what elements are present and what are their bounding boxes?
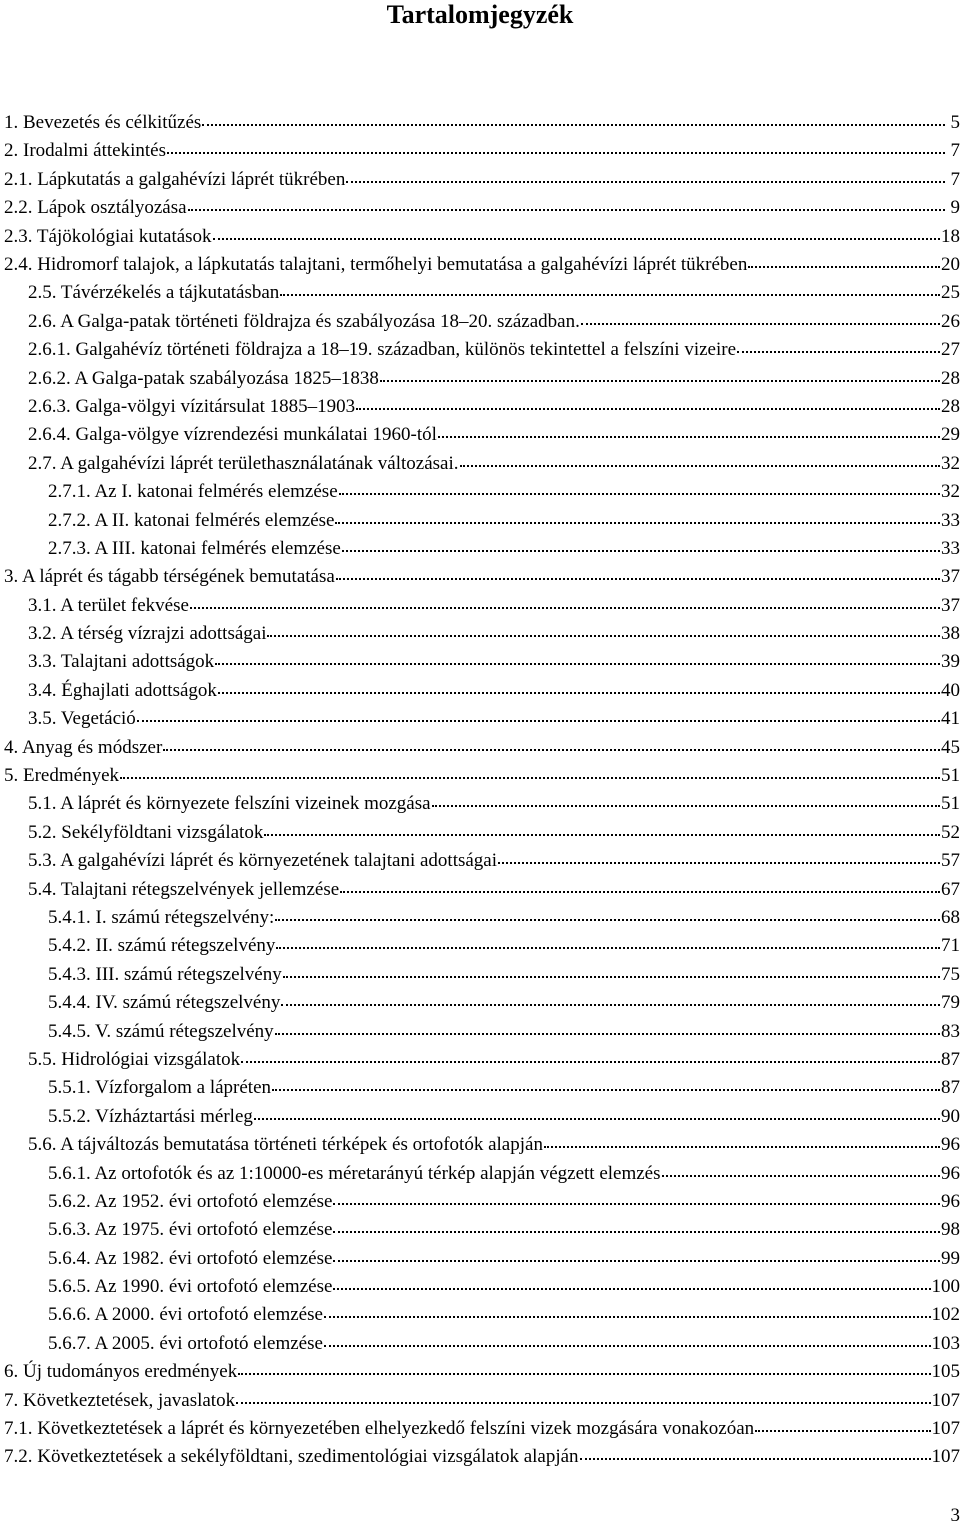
dot-leader [280, 276, 940, 296]
dot-leader [340, 873, 940, 893]
toc-entry-page: 20 [941, 254, 960, 275]
toc-entry[interactable] [0, 591, 960, 619]
toc-entry-label: 5.6.7. A 2005. évi ortofotó elemzése [48, 1332, 323, 1354]
toc-entry[interactable] [0, 903, 960, 931]
toc-entry-label: 5.6.2. Az 1952. évi ortofotó elemzése [48, 1190, 333, 1212]
dot-leader [163, 731, 940, 751]
dot-leader [748, 248, 940, 268]
toc-entry-page: 87 [941, 1077, 960, 1099]
toc-entry-page: 45 [941, 736, 960, 758]
toc-entry-label: 7.2. Következtetések a sekélyföldtani, szedimentológiai vizsgálatok alapján [4, 1446, 579, 1468]
dot-leader [380, 362, 940, 382]
toc-entry[interactable] [0, 733, 960, 761]
toc-entry-page: 75 [941, 963, 960, 985]
dot-leader [335, 503, 940, 523]
toc-entry[interactable] [0, 1414, 960, 1442]
toc-entry-page: 41 [941, 708, 960, 730]
toc-entry-label: 5.1. A láprét és környezete felszíni vizeinek mozgása [28, 793, 431, 815]
dot-leader [238, 1355, 930, 1375]
toc-entry[interactable] [0, 250, 960, 278]
toc-entry-label: 2.7.2. A II. katonai felmérés elemzése [48, 509, 335, 531]
toc-entry-label: 1. Bevezetés és célkitűzés [4, 112, 202, 134]
toc-entry-label: 5.5. Hidrológiai vizsgálatok [28, 1048, 241, 1070]
toc-entry[interactable] [0, 534, 960, 562]
toc-entry-label: 5.4.5. V. számú rétegszelvény [48, 1020, 274, 1042]
toc-entry[interactable] [0, 420, 960, 448]
toc-entry-page: 29 [941, 424, 960, 446]
toc-entry-label: 2.1. Lápkutatás a galgahévízi láprét tükrében [4, 168, 346, 190]
toc-entry[interactable] [0, 1442, 960, 1470]
dot-leader [254, 1100, 940, 1120]
dot-leader [356, 390, 940, 410]
dot-leader [276, 929, 940, 949]
dot-leader [662, 1156, 940, 1176]
toc-entry-page: 107 [931, 1418, 960, 1440]
toc-entry-page: 105 [931, 1361, 960, 1383]
toc-entry-label: 5.6. A tájváltozás bemutatása történeti térképek és ortofotók alapján [28, 1134, 543, 1156]
toc-entry-label: 5.5.1. Vízforgalom a lápréten [48, 1077, 272, 1099]
dot-leader [236, 1384, 930, 1404]
dot-leader [275, 1015, 940, 1035]
page-number: 3 [950, 1505, 960, 1526]
toc-entry-page: 37 [941, 594, 960, 616]
toc-entry[interactable] [0, 960, 960, 988]
toc-entry[interactable] [0, 1158, 960, 1186]
toc-entry[interactable] [0, 1215, 960, 1243]
toc-entry[interactable] [0, 1017, 960, 1045]
toc-entry[interactable] [0, 1357, 960, 1385]
dot-leader [460, 447, 941, 467]
toc-entry[interactable] [0, 1045, 960, 1073]
toc-entry-page: 107 [931, 1446, 960, 1468]
toc-entry[interactable] [0, 1130, 960, 1158]
dot-leader [190, 589, 940, 609]
toc-entry[interactable] [0, 449, 960, 477]
toc-entry[interactable] [0, 477, 960, 505]
toc-entry-label: 2. Irodalmi áttekintés [4, 140, 166, 162]
dot-leader [267, 617, 940, 637]
dot-leader [202, 106, 945, 126]
toc-entry[interactable] [0, 676, 960, 704]
toc-entry-label: 2.7.1. Az I. katonai felmérés elemzése [48, 481, 338, 503]
toc-entry-page: 25 [941, 282, 960, 304]
page-title: Tartalomjegyzék [386, 0, 574, 29]
toc-entry[interactable] [0, 647, 960, 675]
toc-entry-label: 5.3. A galgahévízi láprét és környezetének talajtani adottságai [28, 850, 498, 872]
dot-leader [339, 475, 940, 495]
toc-entry[interactable] [0, 1329, 960, 1357]
dot-leader [218, 674, 940, 694]
toc-entry-page: 96 [941, 1162, 960, 1184]
dot-leader [264, 816, 940, 836]
toc-entry[interactable] [0, 505, 960, 533]
toc-entry-page: 33 [941, 537, 960, 559]
toc-entry-label: 5.6.4. Az 1982. évi ortofotó elemzése [48, 1247, 333, 1269]
toc-entry[interactable] [0, 619, 960, 647]
toc-entry[interactable] [0, 1102, 960, 1130]
dot-leader [342, 532, 940, 552]
toc-entry-page: 9 [950, 197, 960, 219]
toc-entry-label: 5.6.6. A 2000. évi ortofotó elemzése [48, 1304, 323, 1326]
toc-entry-page: 7 [950, 168, 960, 190]
toc-entry[interactable] [0, 562, 960, 590]
toc-entry[interactable] [0, 846, 960, 874]
toc-entry-page: 37 [941, 566, 960, 588]
dot-leader [283, 958, 940, 978]
dot-leader [137, 702, 940, 722]
toc-entry-page: 79 [941, 992, 960, 1014]
toc-entry[interactable] [0, 1272, 960, 1300]
toc-entry-page: 107 [931, 1389, 960, 1411]
toc-entry-label: 2.3. Tájökológiai kutatások [4, 225, 212, 247]
toc-entry-label: 3.3. Talajtani adottságok [28, 651, 215, 673]
toc-entry-label: 5.6.1. Az ortofotók és az 1:10000-es méretarányú térkép alapján végzett elemzés [48, 1162, 661, 1184]
toc-entry-page: 33 [941, 509, 960, 531]
toc-entry[interactable] [0, 278, 960, 306]
dot-leader [432, 787, 940, 807]
toc-entry-label: 7. Következtetések, javaslatok [4, 1389, 236, 1411]
toc-entry[interactable] [0, 364, 960, 392]
toc-entry[interactable] [0, 392, 960, 420]
toc-entry-label: 5.2. Sekélyföldtani vizsgálatok [28, 821, 264, 843]
toc-entry-label: 5.4.1. I. számú rétegszelvény: [48, 906, 275, 928]
toc-entry-page: 28 [941, 367, 960, 389]
toc-entry-label: 5.4.3. III. számú rétegszelvény [48, 963, 282, 985]
dot-leader [213, 220, 940, 240]
toc-entry[interactable] [0, 136, 960, 164]
toc-entry-label: 2.5. Távérzékelés a tájkutatásban [28, 282, 280, 304]
dot-leader [281, 986, 940, 1006]
toc-entry[interactable] [0, 108, 960, 136]
toc-entry-page: 18 [941, 225, 960, 247]
toc-entry[interactable] [0, 335, 960, 363]
toc-entry[interactable] [0, 761, 960, 789]
toc-entry[interactable] [0, 704, 960, 732]
toc-entry[interactable] [0, 789, 960, 817]
toc-entry-label: 4. Anyag és módszer [4, 736, 163, 758]
toc-entry-label: 2.6.4. Galga-völgye vízrendezési munkálatai 1960-tól [28, 424, 437, 446]
dot-leader [324, 1327, 931, 1347]
toc-entry-label: 5.4. Talajtani rétegszelvények jellemzése [28, 878, 340, 900]
toc-entry[interactable] [0, 1300, 960, 1328]
dot-leader [544, 1128, 940, 1148]
toc-entry-page: 87 [941, 1048, 960, 1070]
dot-leader [498, 844, 940, 864]
toc-entry[interactable] [0, 222, 960, 250]
toc-entry[interactable] [0, 818, 960, 846]
toc-entry[interactable] [0, 1187, 960, 1215]
toc-entry-page: 96 [941, 1134, 960, 1156]
toc-entry-page: 32 [941, 452, 960, 474]
toc-entry-page: 7 [950, 140, 960, 162]
toc-entry-page: 40 [941, 679, 960, 701]
toc-entry-label: 2.6.1. Galgahévíz történeti földrajza a 18–19. században, különös tekintettel a felszíni vizeire [28, 339, 737, 361]
dot-leader [346, 163, 945, 183]
dot-leader [333, 1185, 940, 1205]
toc-entry-page: 83 [941, 1020, 960, 1042]
toc-entry-page: 57 [941, 850, 960, 872]
toc-entry[interactable] [0, 1244, 960, 1272]
table-of-contents [0, 108, 960, 1471]
toc-entry-label: 3.4. Éghajlati adottságok [28, 679, 217, 701]
toc-entry-label: 3.1. A terület fekvése [28, 594, 189, 616]
toc-entry-page: 71 [941, 935, 960, 957]
toc-entry[interactable] [0, 988, 960, 1016]
toc-entry-label: 2.2. Lápok osztályozása [4, 197, 187, 219]
dot-leader [333, 1213, 940, 1233]
toc-entry-label: 3.2. A térség vízrajzi adottságai [28, 623, 267, 645]
toc-entry[interactable] [0, 165, 960, 193]
toc-entry[interactable] [0, 193, 960, 221]
toc-entry-label: 5.6.5. Az 1990. évi ortofotó elemzése [48, 1276, 333, 1298]
toc-entry-label: 6. Új tudományos eredmények [4, 1361, 238, 1383]
toc-entry-page: 68 [941, 906, 960, 928]
dot-leader [336, 560, 940, 580]
toc-entry-page: 27 [941, 339, 960, 361]
toc-entry[interactable] [0, 931, 960, 959]
toc-entry-page: 67 [941, 878, 960, 900]
dot-leader [755, 1412, 930, 1432]
dot-leader [275, 901, 940, 921]
toc-entry-label: 3. A láprét és tágabb térségének bemutatása [4, 566, 335, 588]
dot-leader [438, 418, 940, 438]
dot-leader [333, 1242, 940, 1262]
toc-entry-page: 39 [941, 651, 960, 673]
toc-entry-label: 2.6. A Galga-patak történeti földrajza és szabályozása 18–20. században. [28, 310, 580, 332]
toc-entry-page: 28 [941, 395, 960, 417]
toc-entry-page: 102 [931, 1304, 960, 1326]
toc-entry[interactable] [0, 875, 960, 903]
toc-entry[interactable] [0, 1073, 960, 1101]
toc-entry-page: 96 [941, 1190, 960, 1212]
toc-entry-label: 2.6.3. Galga-völgyi vízitársulat 1885–1903 [28, 395, 356, 417]
toc-entry-label: 2.4. Hidromorf talajok, a lápkutatás talajtani, termőhelyi bemutatása a galgahévízi láprét tükrében [4, 254, 748, 275]
toc-entry-page: 38 [941, 623, 960, 645]
toc-entry-page: 99 [941, 1247, 960, 1269]
toc-entry-page: 26 [941, 310, 960, 332]
toc-entry-label: 2.7. A galgahévízi láprét területhasználatának változásai. [28, 452, 459, 474]
toc-entry-page: 100 [931, 1276, 960, 1298]
toc-entry-page: 51 [941, 765, 960, 787]
dot-leader [324, 1298, 931, 1318]
dot-leader [188, 191, 945, 211]
toc-entry[interactable] [0, 307, 960, 335]
toc-entry-label: 5.4.2. II. számú rétegszelvény [48, 935, 276, 957]
dot-leader [737, 333, 940, 353]
dot-leader [580, 1440, 931, 1460]
dot-leader [215, 645, 940, 665]
toc-entry-page: 98 [941, 1219, 960, 1241]
toc-entry-label: 2.7.3. A III. katonai felmérés elemzése [48, 537, 341, 559]
toc-entry-label: 7.1. Következtetések a láprét és környezetében elhelyezkedő felszíni vizek mozgására vonakozóan [4, 1418, 755, 1440]
toc-entry-page: 52 [941, 821, 960, 843]
toc-entry-label: 5. Eredmények [4, 765, 120, 787]
toc-entry-page: 51 [941, 793, 960, 815]
toc-entry-label: 5.6.3. Az 1975. évi ortofotó elemzése [48, 1219, 333, 1241]
toc-entry-label: 3.5. Vegetáció [28, 708, 136, 730]
toc-entry-page: 32 [941, 481, 960, 503]
toc-entry-label: 5.4.4. IV. számú rétegszelvény [48, 992, 281, 1014]
dot-leader [272, 1071, 940, 1091]
dot-leader [120, 759, 940, 779]
toc-entry-label: 5.5.2. Vízháztartási mérleg [48, 1105, 253, 1127]
toc-entry-label: 2.6.2. A Galga-patak szabályozása 1825–1838 [28, 367, 379, 389]
toc-entry-page: 103 [931, 1332, 960, 1354]
dot-leader [333, 1270, 930, 1290]
dot-leader [581, 305, 940, 325]
toc-entry-page: 90 [941, 1105, 960, 1127]
toc-entry-page: 5 [950, 112, 960, 134]
dot-leader [241, 1043, 940, 1063]
toc-entry[interactable] [0, 1386, 960, 1414]
dot-leader [167, 134, 945, 154]
